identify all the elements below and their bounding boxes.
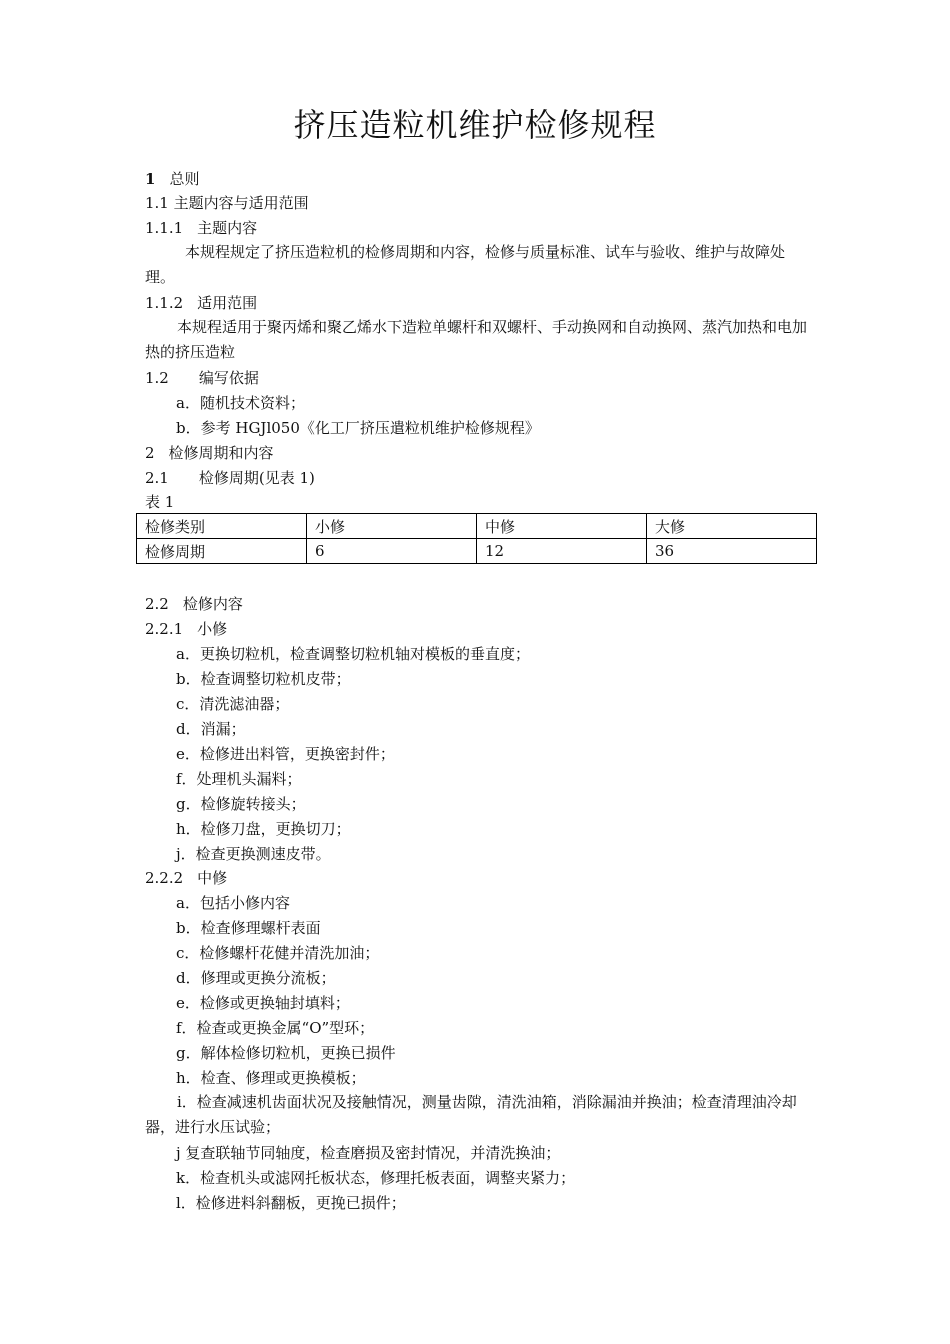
section-1-1-heading: 1.1 主题内容与适用范围 (145, 194, 309, 212)
section-2-2-heading (145, 594, 243, 614)
section-1-1-2-body: 本规程适用于聚丙烯和聚乙烯水下造粒单螺杆和双螺杆、手动换网和自动换网、蒸汽加热和电加热的挤压造粒 (145, 318, 808, 361)
table-cell: 检修周期 (137, 539, 307, 564)
basis-item-a: a．随机技术资料； (176, 394, 305, 412)
medium-item: f．检查或更换金属“O”型环； (176, 1019, 375, 1037)
section-1-1-2-title: 适用范围 (197, 294, 258, 312)
section-1-2-heading (145, 368, 259, 388)
section-2-2-2-number: 2.2.2 (145, 869, 184, 887)
table-header-cell: 大修 (647, 514, 817, 539)
table-header-cell: 检修类别 (137, 514, 307, 539)
section-1-2-title: 编写依据 (198, 369, 259, 387)
table-cell: 6 (307, 539, 477, 564)
table-header-row (137, 514, 817, 539)
section-2-2-1-number: 2.2.1 (145, 620, 184, 638)
section-1-number: 1 (145, 170, 156, 188)
table-cell: 36 (647, 539, 817, 564)
section-2-title: 检修周期和内容 (168, 444, 274, 462)
table-header-cell: 中修 (477, 514, 647, 539)
section-1-1-2-number: 1.1.2 (145, 294, 184, 312)
section-2-2-2-heading (145, 868, 227, 888)
section-2-2-1-title: 小修 (197, 620, 228, 638)
minor-item: e．检修进出料管，更换密封件； (176, 745, 395, 763)
section-1-2-number: 1.2 (145, 369, 169, 387)
minor-item: h．检修刀盘，更换切刀； (176, 820, 351, 838)
minor-item: c．清洗滤油器； (176, 695, 290, 713)
section-2-2-number: 2.2 (145, 595, 169, 613)
section-2-1-title: 检修周期(见表 1) (198, 469, 315, 487)
basis-item-b: b．参考 HGJl050《化工厂挤压遣粒机维护检修规程》 (176, 419, 540, 437)
section-2-1-heading (145, 468, 315, 488)
minor-item: g．检修旋转接头； (176, 795, 306, 813)
medium-item: g．解体检修切粒机，更换已损件 (176, 1044, 396, 1062)
medium-item: j 复查联轴节同轴度，检查磨损及密封情况，并清洗换油； (176, 1144, 561, 1162)
medium-item: l．检修进料斜翻板，更挽已损件； (176, 1194, 406, 1212)
medium-item: e．检修或更换轴封填料； (176, 994, 350, 1012)
medium-item: b．检查修理螺杆表面 (176, 919, 321, 937)
minor-item: f．处理机头漏料； (176, 770, 302, 788)
section-1-heading (145, 169, 199, 189)
medium-item: h．检查、修理或更换模板； (176, 1069, 366, 1087)
section-2-heading (145, 443, 274, 463)
medium-item: i．检查减速机齿面状况及接触情况，测量齿隙，清洗油箱，消除漏油并换油；检查清理油冷却器，进行水压试验； (145, 1093, 797, 1136)
section-1-1-1-number: 1.1.1 (145, 219, 184, 237)
maintenance-cycle-table (136, 513, 817, 564)
minor-item: j．检查更换测速皮带。 (176, 845, 331, 863)
medium-item: a．包括小修内容 (176, 894, 290, 912)
minor-item: d．消漏； (176, 720, 246, 738)
section-1-1-2-heading (145, 293, 257, 313)
medium-item: c．检修螺杆花健并清洗加油； (176, 944, 380, 962)
medium-item: k．检查机头或滤网托板状态，修理托板表面，调整夹紧力； (176, 1169, 576, 1187)
section-2-2-2-title: 中修 (197, 869, 228, 887)
minor-item: b．检查调整切粒机皮带； (176, 670, 351, 688)
medium-item: d．修理或更换分流板； (176, 969, 336, 987)
section-1-1-1-title: 主题内容 (197, 219, 258, 237)
document-title: 挤压造粒机维护检修规程 (293, 106, 657, 144)
section-1-1-1-heading (145, 218, 257, 238)
section-2-2-title: 检修内容 (182, 595, 243, 613)
section-2-2-1-heading (145, 619, 227, 639)
section-1-title: 总则 (169, 170, 200, 188)
table-cell: 12 (477, 539, 647, 564)
section-2-number: 2 (145, 444, 155, 462)
section-2-1-number: 2.1 (145, 469, 169, 487)
section-1-1-1-body: 本规程规定了挤压造粒机的检修周期和内容，检修与质量标准、试车与验收、维护与故障处理。 (145, 243, 786, 286)
minor-item: a．更换切粒机，检查调整切粒机轴对模板的垂直度； (176, 645, 530, 663)
table-header-cell: 小修 (307, 514, 477, 539)
table-1-label: 表 1 (145, 493, 175, 511)
table-row (137, 539, 817, 564)
